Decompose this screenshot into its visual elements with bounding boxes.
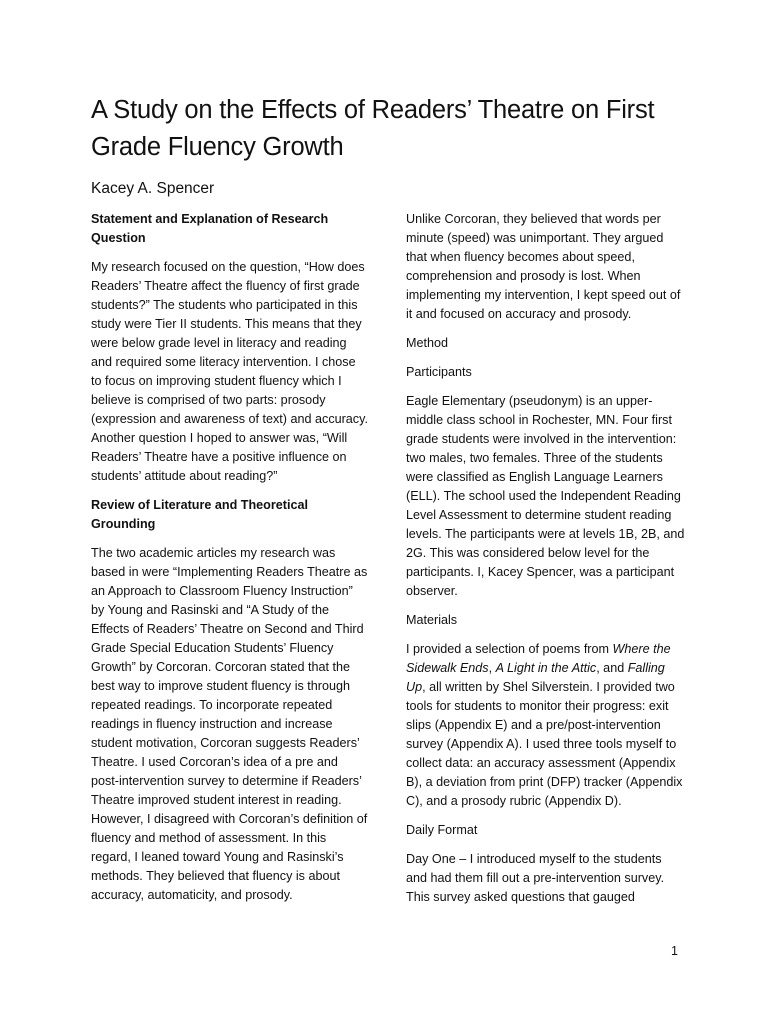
- left-column: [91, 210, 369, 915]
- book-title-attic: A Light in the Attic: [495, 661, 597, 675]
- section-heading-method: Method: [406, 336, 449, 350]
- book-title-sidewalk: Where the Sidewalk Ends: [406, 642, 671, 675]
- subheading-participants: Participants: [406, 365, 472, 379]
- paragraph-daily-format: Day One – I introduced myself to the students and had them fill out a pre-intervention survey. This survey asked questions that gauged: [406, 852, 665, 904]
- subheading-materials: Materials: [406, 613, 458, 627]
- paragraph-research-question: My research focused on the question, “How does Readers’ Theatre affect the fluency of first grade students?” The students who participated in this study were Tier II students. This means that they were below grade level in literacy and reading and required some literacy intervention. I chose to focus on improving student fluency which I believe is comprised of two parts: prosody (expression and awareness of text) and accuracy. Another question I hoped to answer was, “Will Readers’ Theatre have a positive influence on students’ attitude about reading?”: [91, 260, 368, 483]
- book-title-falling-up: Falling Up: [406, 661, 665, 694]
- section-heading-research-question: Statement and Explanation of Research Question: [91, 212, 329, 245]
- right-column: [406, 210, 686, 917]
- paper-title: A Study on the Effects of Readers’ Theatre on First Grade Fluency Growth: [91, 96, 655, 161]
- paragraph-materials: [406, 640, 686, 811]
- materials-separator: ,: [488, 661, 496, 675]
- materials-separator: , and: [596, 661, 628, 675]
- materials-text-end: , all written by Shel Silverstein. I provided two tools for students to monitor their progress: exit slips (Appendix E) and a pre/post-intervention survey (Appendix A). I used three tools myself to collect data: an accuracy assessment (Appendix B), a deviation from print (DFP) tracker (Appendix C), and a prosody rubric (Appendix D).: [406, 680, 683, 808]
- author-name: Kacey A. Spencer: [91, 180, 215, 197]
- subheading-daily-format: Daily Format: [406, 823, 478, 837]
- page-number: 1: [671, 944, 678, 958]
- paragraph-participants: Eagle Elementary (pseudonym) is an upper-middle class school in Rochester, MN. Four first grade students were involved in the intervention: two males, two females. Three of the students were classified as English Language Learners (ELL). The school used the Independent Reading Level Assessment to determine student reading levels. The participants were at levels 1B, 2B, and 2G. This was considered below level for the participants. I, Kacey Spencer, was a participant observer.: [406, 394, 685, 598]
- materials-text-start: I provided a selection of poems from: [406, 642, 613, 656]
- section-heading-literature-review: Review of Literature and Theoretical Grounding: [91, 498, 308, 531]
- paragraph-literature-review: The two academic articles my research was based in were “Implementing Readers Theatre as an Approach to Classroom Fluency Instruction” by Young and Rasinski and “A Study of the Effects of Readers’ Theatre on Second and Third Grade Special Education Students’ Fluency Growth” by Corcoran. Corcoran stated that the best way to improve student fluency is through repeated readings. To incorporate repeated readings in fluency instruction and increase student motivation, Corcoran suggests Readers’ Theatre. I used Corcoran’s idea of a pre and post-intervention survey to determine if Readers’ Theatre improved student interest in reading. However, I disagreed with Corcoran’s definition of fluency and method of assessment. In this regard, I leaned toward Young and Rasinski’s methods. They believed that fluency is about accuracy, automaticity, and prosody.: [91, 546, 368, 902]
- paragraph-speed-argument: Unlike Corcoran, they believed that words per minute (speed) was unimportant. They argued that when fluency becomes about speed, comprehension and prosody is lost. When implementing my intervention, I kept speed out of it and focused on accuracy and prosody.: [406, 212, 681, 321]
